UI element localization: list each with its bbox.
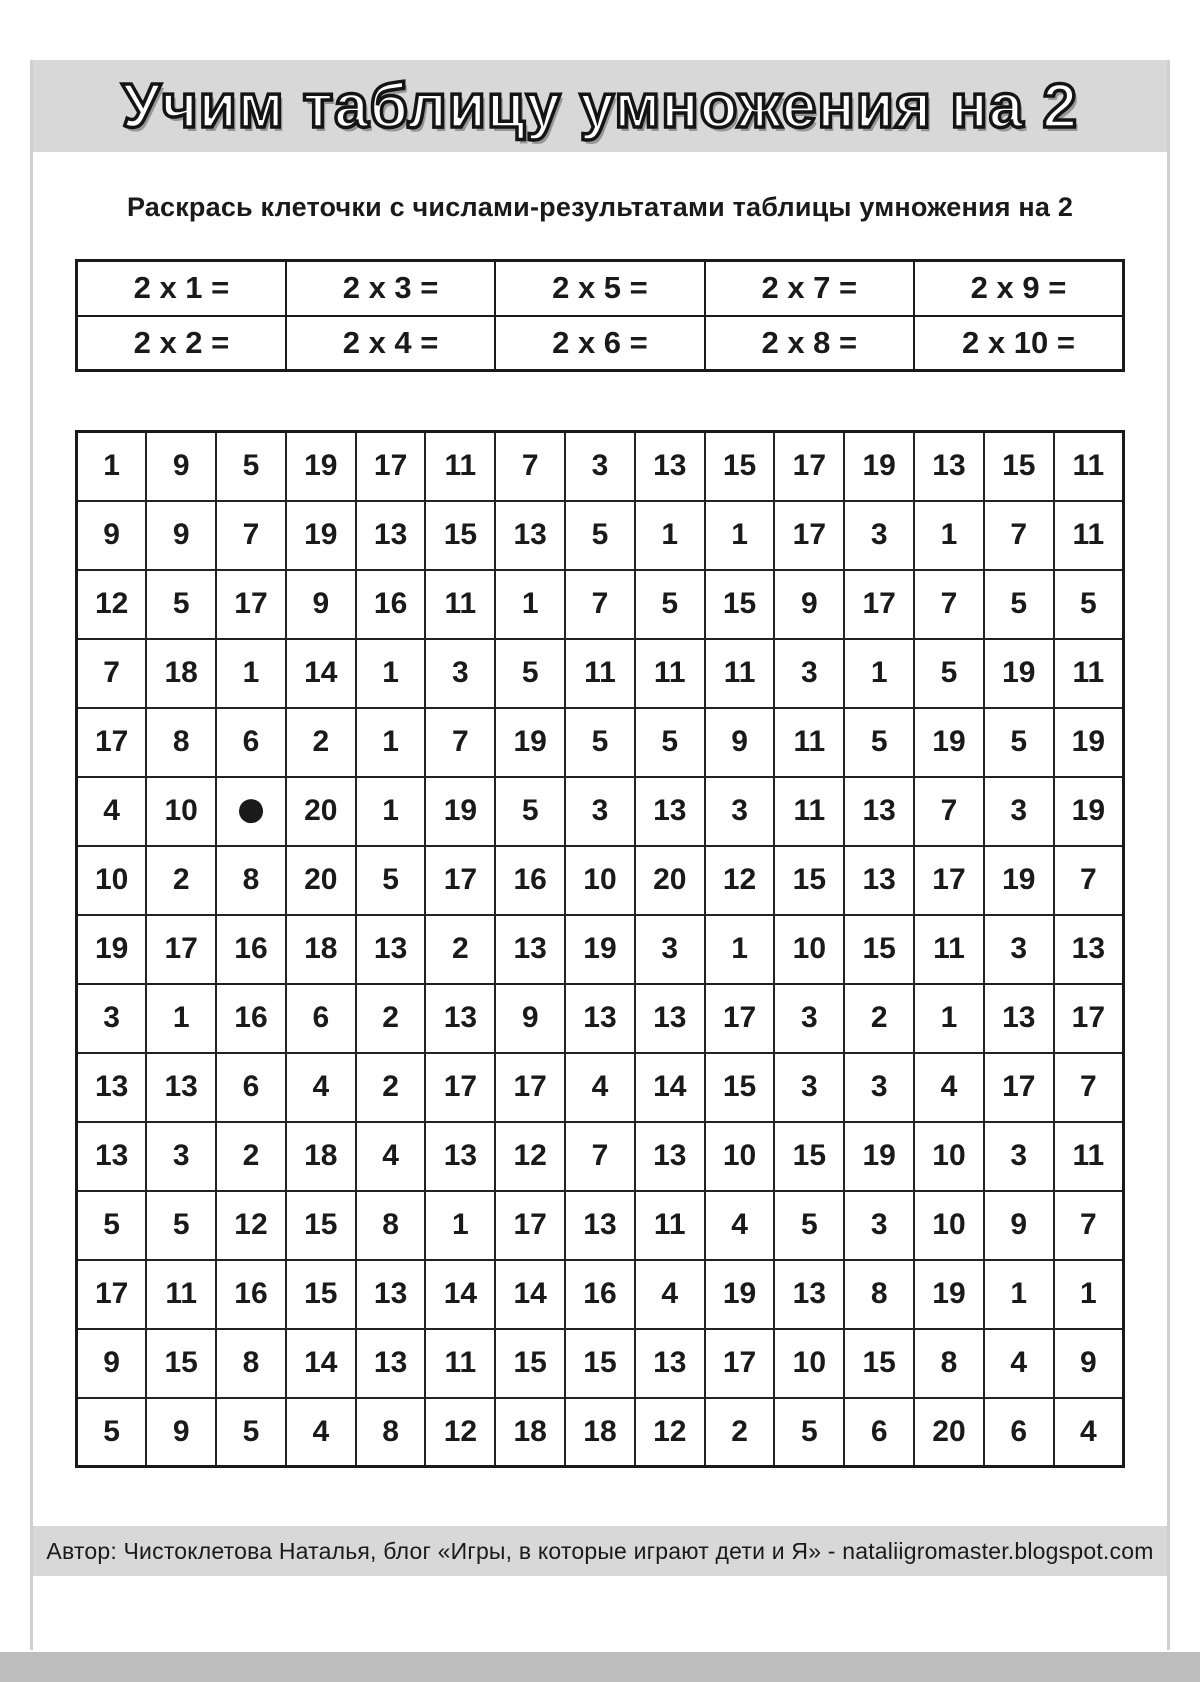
grid-cell[interactable]: 17: [495, 1053, 565, 1122]
grid-cell[interactable]: 5: [216, 1398, 286, 1467]
grid-cell[interactable]: 11: [914, 915, 984, 984]
grid-cell[interactable]: 16: [216, 984, 286, 1053]
grid-cell[interactable]: 9: [1054, 1329, 1124, 1398]
grid-cell[interactable]: 9: [146, 1398, 216, 1467]
problem-cell[interactable]: 2 x 1 =: [77, 261, 286, 316]
grid-cell[interactable]: 5: [565, 708, 635, 777]
grid-cell[interactable]: 11: [1054, 1122, 1124, 1191]
grid-cell[interactable]: 15: [984, 432, 1054, 501]
grid-cell[interactable]: 7: [1054, 1191, 1124, 1260]
grid-cell[interactable]: 1: [844, 639, 914, 708]
grid-cell[interactable]: 11: [1054, 432, 1124, 501]
grid-cell[interactable]: 13: [635, 1122, 705, 1191]
footer-banner: [33, 1526, 1167, 1576]
grid-cell[interactable]: 5: [914, 639, 984, 708]
grid-row: [77, 639, 1124, 708]
grid-row: [77, 915, 1124, 984]
grid-cell[interactable]: 15: [774, 846, 844, 915]
grid-cell[interactable]: 5: [495, 777, 565, 846]
grid-cell[interactable]: 9: [984, 1191, 1054, 1260]
grid-cell[interactable]: 13: [495, 915, 565, 984]
grid-cell[interactable]: 4: [77, 777, 147, 846]
grid-cell[interactable]: 13: [844, 777, 914, 846]
grid-cell[interactable]: 18: [286, 915, 356, 984]
grid-cell[interactable]: 4: [286, 1398, 356, 1467]
grid-cell[interactable]: 3: [844, 1053, 914, 1122]
grid-cell[interactable]: 10: [774, 915, 844, 984]
grid-cell[interactable]: 3: [774, 639, 844, 708]
grid-cell[interactable]: 4: [984, 1329, 1054, 1398]
grid-cell[interactable]: 4: [914, 1053, 984, 1122]
grid-cell[interactable]: 11: [635, 1191, 705, 1260]
grid-cell[interactable]: 19: [914, 1260, 984, 1329]
grid-cell[interactable]: 4: [1054, 1398, 1124, 1467]
problem-cell[interactable]: 2 x 5 =: [495, 261, 704, 316]
grid-cell[interactable]: 5: [635, 570, 705, 639]
grid-cell[interactable]: 7: [1054, 846, 1124, 915]
grid-cell[interactable]: 7: [565, 1122, 635, 1191]
grid-cell[interactable]: 13: [984, 984, 1054, 1053]
grid-cell[interactable]: 16: [356, 570, 426, 639]
grid-cell[interactable]: 5: [774, 1398, 844, 1467]
grid-cell[interactable]: 15: [146, 1329, 216, 1398]
grid-cell[interactable]: 15: [774, 1122, 844, 1191]
grid-cell[interactable]: 2: [356, 1053, 426, 1122]
grid-row: [77, 708, 1124, 777]
grid-cell[interactable]: 6: [984, 1398, 1054, 1467]
grid-cell[interactable]: 17: [77, 1260, 147, 1329]
grid-cell[interactable]: 19: [705, 1260, 775, 1329]
grid-cell[interactable]: 20: [635, 846, 705, 915]
grid-cell[interactable]: 16: [495, 846, 565, 915]
grid-cell[interactable]: 6: [216, 708, 286, 777]
grid-cell[interactable]: 8: [216, 1329, 286, 1398]
grid-cell[interactable]: 12: [77, 570, 147, 639]
grid-cell[interactable]: 3: [425, 639, 495, 708]
grid-cell[interactable]: 11: [1054, 501, 1124, 570]
grid-cell[interactable]: 1: [705, 501, 775, 570]
grid-cell[interactable]: 5: [774, 1191, 844, 1260]
grid-cell[interactable]: 19: [286, 501, 356, 570]
grid-cell[interactable]: 17: [705, 984, 775, 1053]
grid-row: [77, 432, 1124, 501]
grid-cell[interactable]: 5: [146, 570, 216, 639]
grid-cell[interactable]: 1: [216, 639, 286, 708]
grid-cell[interactable]: 1: [425, 1191, 495, 1260]
grid-cell[interactable]: 8: [844, 1260, 914, 1329]
grid-cell[interactable]: 4: [565, 1053, 635, 1122]
grid-cell[interactable]: 18: [495, 1398, 565, 1467]
grid-cell[interactable]: 7: [565, 570, 635, 639]
instruction-text: Раскрась клеточки с числами-результатами таблицы умножения на 2: [126, 192, 1074, 222]
grid-cell[interactable]: 7: [425, 708, 495, 777]
grid-cell[interactable]: 13: [1054, 915, 1124, 984]
grid-cell[interactable]: 17: [844, 570, 914, 639]
grid-cell[interactable]: 12: [635, 1398, 705, 1467]
grid-cell[interactable]: 4: [356, 1122, 426, 1191]
grid-cell[interactable]: 11: [635, 639, 705, 708]
grid-cell[interactable]: 1: [77, 432, 147, 501]
grid-cell[interactable]: 11: [1054, 639, 1124, 708]
grid-cell[interactable]: 13: [356, 1329, 426, 1398]
grid-cell[interactable]: 5: [216, 432, 286, 501]
grid-cell[interactable]: 18: [565, 1398, 635, 1467]
grid-cell-dot-marker[interactable]: ●: [216, 777, 286, 846]
grid-cell[interactable]: 5: [844, 708, 914, 777]
grid-cell[interactable]: 16: [565, 1260, 635, 1329]
grid-cell[interactable]: 7: [77, 639, 147, 708]
grid-cell[interactable]: 3: [565, 777, 635, 846]
grid-cell[interactable]: 8: [914, 1329, 984, 1398]
grid-row: [77, 1191, 1124, 1260]
grid-cell[interactable]: 17: [984, 1053, 1054, 1122]
grid-cell[interactable]: 10: [774, 1329, 844, 1398]
grid-row: [77, 1260, 1124, 1329]
problem-cell[interactable]: 2 x 2 =: [77, 316, 286, 371]
grid-cell[interactable]: 7: [216, 501, 286, 570]
grid-cell[interactable]: 3: [635, 915, 705, 984]
grid-cell[interactable]: 15: [286, 1191, 356, 1260]
grid-row: [77, 1122, 1124, 1191]
grid-cell[interactable]: 15: [495, 1329, 565, 1398]
problem-cell[interactable]: 2 x 4 =: [286, 316, 495, 371]
grid-cell[interactable]: 8: [356, 1191, 426, 1260]
grid-cell[interactable]: 1: [356, 777, 426, 846]
grid-cell[interactable]: 13: [356, 501, 426, 570]
grid-cell[interactable]: 3: [984, 777, 1054, 846]
grid-cell[interactable]: 4: [635, 1260, 705, 1329]
grid-cell[interactable]: 1: [146, 984, 216, 1053]
grid-cell[interactable]: 9: [774, 570, 844, 639]
grid-cell[interactable]: 5: [984, 570, 1054, 639]
grid-cell[interactable]: 10: [914, 1191, 984, 1260]
grid-cell[interactable]: 13: [77, 1053, 147, 1122]
number-grid-table: [75, 430, 1125, 1468]
grid-cell[interactable]: 7: [495, 432, 565, 501]
grid-cell[interactable]: 17: [146, 915, 216, 984]
grid-row: [77, 1329, 1124, 1398]
grid-cell[interactable]: 14: [635, 1053, 705, 1122]
grid-cell[interactable]: 9: [146, 432, 216, 501]
grid-cell[interactable]: 18: [146, 639, 216, 708]
grid-cell[interactable]: 4: [705, 1191, 775, 1260]
grid-cell[interactable]: 1: [984, 1260, 1054, 1329]
grid-row: [77, 570, 1124, 639]
grid-cell[interactable]: 8: [146, 708, 216, 777]
grid-cell[interactable]: 16: [216, 1260, 286, 1329]
grid-cell[interactable]: 3: [844, 501, 914, 570]
grid-cell[interactable]: 13: [356, 915, 426, 984]
grid-cell[interactable]: 1: [914, 501, 984, 570]
grid-cell[interactable]: 6: [844, 1398, 914, 1467]
grid-cell[interactable]: 8: [216, 846, 286, 915]
problems-table: [75, 259, 1125, 372]
grid-cell[interactable]: 10: [565, 846, 635, 915]
grid-cell[interactable]: 19: [914, 708, 984, 777]
grid-row: [77, 501, 1124, 570]
grid-cell[interactable]: 17: [774, 432, 844, 501]
number-grid-body: [77, 432, 1124, 1467]
title-banner: [33, 60, 1167, 152]
grid-cell[interactable]: 14: [425, 1260, 495, 1329]
page-frame: [30, 60, 1170, 1650]
grid-cell[interactable]: 2: [216, 1122, 286, 1191]
grid-cell[interactable]: 14: [286, 639, 356, 708]
grid-cell[interactable]: 1: [356, 708, 426, 777]
grid-cell[interactable]: 19: [844, 1122, 914, 1191]
grid-cell[interactable]: 17: [425, 846, 495, 915]
grid-cell[interactable]: 13: [425, 1122, 495, 1191]
grid-cell[interactable]: 13: [425, 984, 495, 1053]
grid-cell[interactable]: 11: [565, 639, 635, 708]
grid-cell[interactable]: 3: [844, 1191, 914, 1260]
grid-cell[interactable]: 17: [1054, 984, 1124, 1053]
grid-cell[interactable]: 3: [77, 984, 147, 1053]
grid-cell[interactable]: 13: [635, 777, 705, 846]
page-title: Учим таблицу умножения на 2: [122, 71, 1078, 141]
grid-cell[interactable]: 14: [495, 1260, 565, 1329]
grid-cell[interactable]: 17: [914, 846, 984, 915]
grid-cell[interactable]: 2: [425, 915, 495, 984]
grid-cell[interactable]: 12: [425, 1398, 495, 1467]
grid-cell[interactable]: 1: [1054, 1260, 1124, 1329]
grid-cell[interactable]: 16: [216, 915, 286, 984]
grid-cell[interactable]: 11: [705, 639, 775, 708]
problem-cell[interactable]: 2 x 6 =: [495, 316, 704, 371]
grid-cell[interactable]: 20: [286, 777, 356, 846]
grid-cell[interactable]: 1: [705, 915, 775, 984]
grid-cell[interactable]: 11: [425, 570, 495, 639]
problems-row: [77, 316, 1124, 371]
grid-cell[interactable]: 1: [635, 501, 705, 570]
grid-cell[interactable]: 19: [984, 639, 1054, 708]
grid-cell[interactable]: 11: [425, 432, 495, 501]
grid-cell[interactable]: 5: [1054, 570, 1124, 639]
grid-cell[interactable]: 5: [984, 708, 1054, 777]
grid-cell[interactable]: 5: [146, 1191, 216, 1260]
grid-cell[interactable]: 13: [146, 1053, 216, 1122]
problems-table-body: [77, 261, 1124, 371]
problem-cell[interactable]: 2 x 8 =: [705, 316, 914, 371]
grid-cell[interactable]: 5: [356, 846, 426, 915]
grid-cell[interactable]: 9: [146, 501, 216, 570]
grid-cell[interactable]: 2: [286, 708, 356, 777]
grid-cell[interactable]: 17: [216, 570, 286, 639]
grid-cell[interactable]: 5: [565, 501, 635, 570]
problem-cell[interactable]: 2 x 10 =: [914, 316, 1124, 371]
grid-cell[interactable]: 1: [356, 639, 426, 708]
grid-cell[interactable]: 20: [286, 846, 356, 915]
problems-row: [77, 261, 1124, 316]
grid-cell[interactable]: 13: [77, 1122, 147, 1191]
grid-cell[interactable]: 17: [495, 1191, 565, 1260]
grid-cell[interactable]: 10: [146, 777, 216, 846]
grid-cell[interactable]: 12: [495, 1122, 565, 1191]
grid-cell[interactable]: 17: [77, 708, 147, 777]
grid-cell[interactable]: 19: [77, 915, 147, 984]
grid-cell[interactable]: 19: [984, 846, 1054, 915]
grid-cell[interactable]: 13: [565, 1191, 635, 1260]
problem-cell[interactable]: 2 x 9 =: [914, 261, 1124, 316]
grid-cell[interactable]: 3: [146, 1122, 216, 1191]
grid-cell[interactable]: 19: [1054, 708, 1124, 777]
grid-cell[interactable]: 19: [495, 708, 565, 777]
grid-cell[interactable]: 15: [425, 501, 495, 570]
grid-cell[interactable]: 15: [844, 915, 914, 984]
grid-cell[interactable]: 3: [705, 777, 775, 846]
page-bottom-edge: [0, 1652, 1200, 1682]
grid-cell[interactable]: 10: [705, 1122, 775, 1191]
grid-row: [77, 1398, 1124, 1467]
grid-cell[interactable]: 10: [77, 846, 147, 915]
grid-cell[interactable]: 17: [705, 1329, 775, 1398]
grid-cell[interactable]: 11: [146, 1260, 216, 1329]
grid-cell[interactable]: 6: [286, 984, 356, 1053]
grid-cell[interactable]: 9: [286, 570, 356, 639]
grid-cell[interactable]: 15: [565, 1329, 635, 1398]
grid-cell[interactable]: 11: [774, 777, 844, 846]
grid-cell[interactable]: 20: [914, 1398, 984, 1467]
grid-cell[interactable]: 7: [984, 501, 1054, 570]
grid-cell[interactable]: 5: [495, 639, 565, 708]
grid-cell[interactable]: 5: [77, 1191, 147, 1260]
grid-cell[interactable]: 17: [774, 501, 844, 570]
grid-cell[interactable]: 2: [356, 984, 426, 1053]
grid-cell[interactable]: 17: [425, 1053, 495, 1122]
grid-cell[interactable]: 8: [356, 1398, 426, 1467]
grid-cell[interactable]: 7: [914, 777, 984, 846]
grid-cell[interactable]: 5: [77, 1398, 147, 1467]
grid-cell[interactable]: 11: [774, 708, 844, 777]
grid-cell[interactable]: 13: [635, 1329, 705, 1398]
grid-cell[interactable]: 12: [705, 846, 775, 915]
grid-cell[interactable]: 9: [495, 984, 565, 1053]
grid-cell[interactable]: 17: [356, 432, 426, 501]
grid-row: [77, 846, 1124, 915]
grid-cell[interactable]: 19: [1054, 777, 1124, 846]
grid-cell[interactable]: 12: [216, 1191, 286, 1260]
grid-cell[interactable]: 7: [1054, 1053, 1124, 1122]
grid-cell[interactable]: 15: [705, 1053, 775, 1122]
grid-cell[interactable]: 2: [705, 1398, 775, 1467]
grid-cell[interactable]: 13: [495, 501, 565, 570]
grid-cell[interactable]: 19: [565, 915, 635, 984]
grid-cell[interactable]: 13: [844, 846, 914, 915]
grid-cell[interactable]: 2: [844, 984, 914, 1053]
grid-cell[interactable]: 13: [914, 432, 984, 501]
grid-cell[interactable]: 3: [984, 1122, 1054, 1191]
grid-cell[interactable]: 15: [705, 570, 775, 639]
grid-cell[interactable]: 9: [77, 501, 147, 570]
grid-row: [77, 984, 1124, 1053]
grid-cell[interactable]: 13: [635, 432, 705, 501]
grid-cell[interactable]: 14: [286, 1329, 356, 1398]
grid-cell[interactable]: 13: [565, 984, 635, 1053]
grid-cell[interactable]: 13: [774, 1260, 844, 1329]
grid-cell[interactable]: 10: [914, 1122, 984, 1191]
problem-cell[interactable]: 2 x 7 =: [705, 261, 914, 316]
grid-cell[interactable]: 15: [286, 1260, 356, 1329]
problem-cell[interactable]: 2 x 3 =: [286, 261, 495, 316]
footer-text: Автор: Чистоклетова Наталья, блог «Игры, в которые играют дети и Я» - nataliigromaster.blogspot.com: [46, 1537, 1154, 1564]
grid-cell[interactable]: 4: [286, 1053, 356, 1122]
grid-row: [77, 1053, 1124, 1122]
grid-cell[interactable]: 6: [216, 1053, 286, 1122]
grid-cell[interactable]: 3: [774, 1053, 844, 1122]
grid-cell[interactable]: 3: [984, 915, 1054, 984]
grid-cell[interactable]: 1: [914, 984, 984, 1053]
grid-cell[interactable]: 19: [844, 432, 914, 501]
grid-cell[interactable]: 2: [146, 846, 216, 915]
grid-cell[interactable]: 9: [77, 1329, 147, 1398]
grid-cell[interactable]: 15: [844, 1329, 914, 1398]
grid-cell[interactable]: 13: [356, 1260, 426, 1329]
grid-cell[interactable]: 18: [286, 1122, 356, 1191]
grid-cell[interactable]: 19: [286, 432, 356, 501]
grid-cell[interactable]: 15: [705, 432, 775, 501]
grid-cell[interactable]: 5: [635, 708, 705, 777]
grid-cell[interactable]: 3: [565, 432, 635, 501]
grid-cell[interactable]: 19: [425, 777, 495, 846]
grid-cell[interactable]: 9: [705, 708, 775, 777]
grid-cell[interactable]: 1: [495, 570, 565, 639]
grid-cell[interactable]: 7: [914, 570, 984, 639]
grid-cell[interactable]: 13: [635, 984, 705, 1053]
grid-row: [77, 777, 1124, 846]
grid-cell[interactable]: 11: [425, 1329, 495, 1398]
grid-cell[interactable]: 3: [774, 984, 844, 1053]
